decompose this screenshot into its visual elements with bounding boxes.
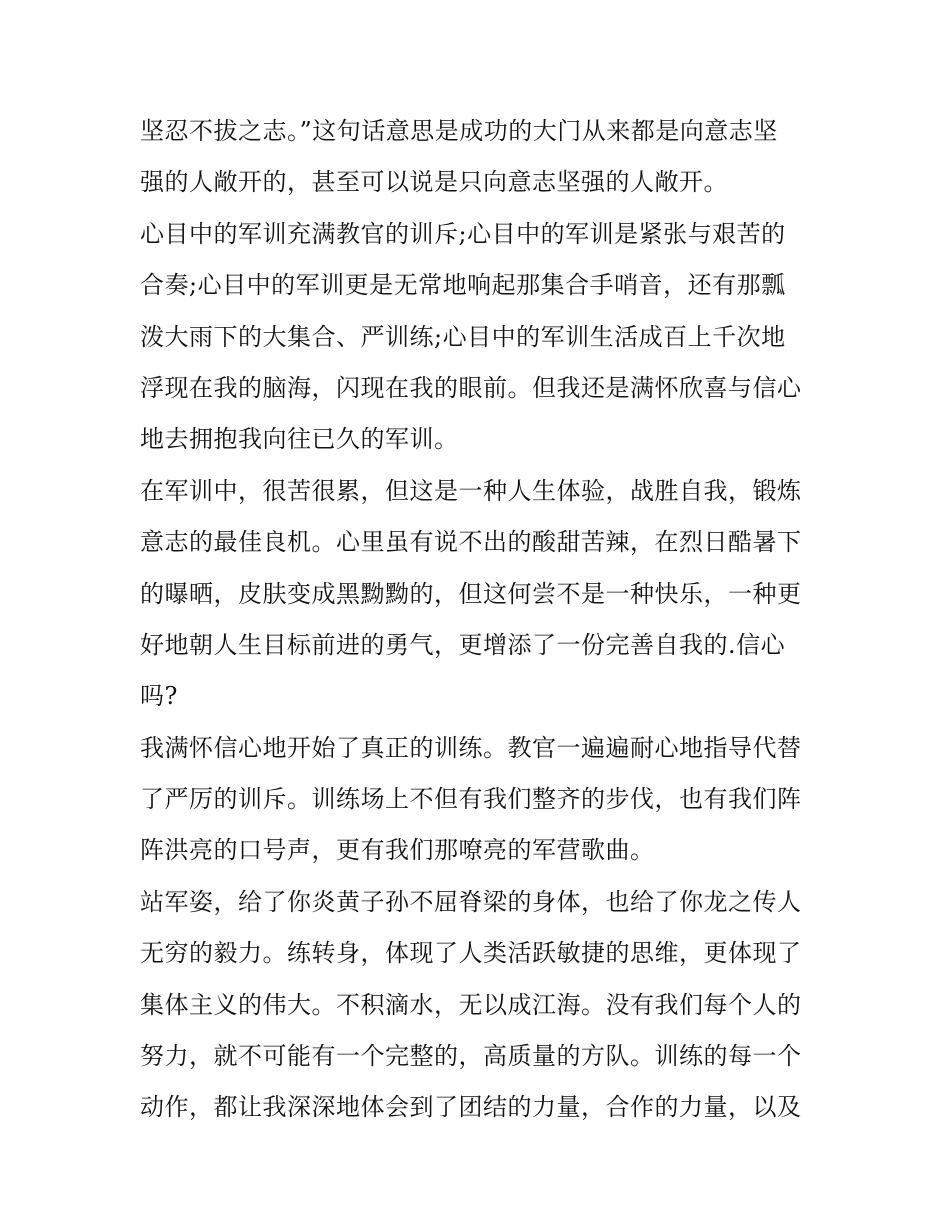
text-line: 好地朝人生目标前进的勇气，更增添了一份完善自我的.信心 (140, 630, 786, 659)
document-body (140, 106, 820, 1134)
text-line: 吗? (140, 682, 178, 711)
text-line: 我满怀信心地开始了真正的训练。教官一遍遍耐心地指导代替 (140, 733, 802, 762)
text-line: 阵洪亮的口号声，更有我们那嘹亮的军营歌曲。 (140, 836, 655, 865)
text-line: 在军训中，很苦很累，但这是一种人生体验，战胜自我，锻炼 (140, 476, 802, 505)
text-line: 合奏;心目中的军训更是无常地响起那集合手哨音，还有那瓢 (140, 271, 786, 300)
text-line: 意志的最佳良机。心里虽有说不出的酸甜苦辣，在烈日酷暑下 (140, 528, 802, 557)
text-line: 站军姿，给了你炎黄子孙不屈脊梁的身体，也给了你龙之传人 (140, 887, 802, 916)
text-line: 地去拥抱我向往已久的军训。 (140, 425, 459, 454)
text-line: 坚忍不拔之志。”这句话意思是成功的大门从来都是向意志坚 (140, 117, 778, 145)
text-line: 泼大雨下的大集合、严训练;心目中的军训生活成百上千次地 (140, 322, 786, 351)
text-line: 集体主义的伟大。不积滴水，无以成江海。没有我们每个人的 (140, 990, 802, 1019)
text-line: 强的人敞开的，甚至可以说是只向意志坚强的人敞开。 (140, 168, 728, 197)
text-line: 努力，就不可能有一个完整的，高质量的方队。训练的每一个 (140, 1042, 802, 1071)
text-line: 无穷的毅力。练转身，体现了人类活跃敏捷的思维，更体现了 (140, 939, 802, 968)
text-line: 心目中的军训充满教官的训斥;心目中的军训是紧张与艰苦的 (140, 219, 786, 248)
text-line: 动作，都让我深深地体会到了团结的力量，合作的力量，以及 (140, 1093, 802, 1122)
text-line: 浮现在我的脑海，闪现在我的眼前。但我还是满怀欣喜与信心 (140, 373, 802, 402)
text-line: 了严厉的训斥。训练场上不但有我们整齐的步伐，也有我们阵 (140, 785, 802, 814)
text-line: 的曝晒，皮肤变成黑黝黝的，但这何尝不是一种快乐，一种更 (140, 579, 802, 608)
